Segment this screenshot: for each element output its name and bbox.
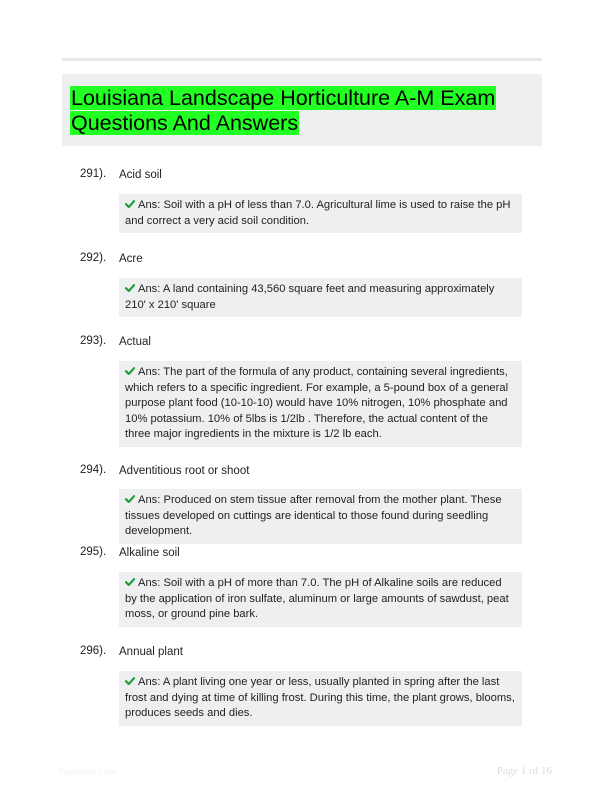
title-line-2: Questions And Answers [71,111,299,135]
document-title [70,86,496,136]
question-number: 295). [80,546,107,558]
answer-text: Ans: Soil with a pH of more than 7.0. The pH of Alkaline soils are reduced by the application of iron sulfate, aluminum or large amounts of sawdust, peat moss, or ground pine bark. [125,577,509,621]
question-number: 294). [80,464,107,476]
answer-box [119,572,522,627]
question-number: 291). [80,168,107,180]
check-icon [125,677,135,685]
check-icon [125,200,135,208]
answer-text: Ans: Soil with a pH of less than 7.0. Agricultural lime is used to raise the pH and correct a very acid soil condition. [125,199,511,227]
answer-box [119,671,522,726]
answer-text: Ans: A plant living one year or less, usually planted in spring after the last frost and dying at time of killing frost. During this time, the plant grows, blooms, produces seeds and dies. [125,676,515,720]
question-number: 296). [80,645,107,657]
question-number: 293). [80,335,107,347]
check-icon [125,578,135,586]
answer-text: Ans: Produced on stem tissue after removal from the mother plant. These tissues developed on cuttings are identical to those found during seedling development. [125,494,502,538]
question-term: Actual [119,336,151,348]
check-icon [125,284,135,292]
answer-box [119,361,522,447]
page-number: Page 1 of 16 [496,765,552,777]
question-term: Acid soil [119,169,162,181]
top-divider [62,58,542,61]
title-banner [62,74,542,146]
answer-box [119,278,522,317]
answer-box [119,489,522,544]
question-term: Acre [119,253,143,265]
check-icon [125,495,135,503]
question-term: Alkaline soil [119,547,180,559]
check-icon [125,367,135,375]
answer-text: Ans: A land containing 43,560 square feet and measuring approximately 210' x 210' square [125,283,495,311]
answer-box [119,194,522,233]
question-number: 292). [80,252,107,264]
title-line-1: Louisiana Landscape Horticulture A-M Exam [71,86,496,110]
answer-text: Ans: The part of the formula of any product, containing several ingredients, which refers to a specific ingredient. For example, a 5-pound box of a general purpose plant food (10-10-10) would have 10% nitrogen, 10% phosphate and 10% potassium. 10% of 5lbs is 1/2lb . Therefore, the actual content of the three major ingredients in the mixture is 1/2 lb each. [125,366,509,441]
footer-watermark: Paperbite.com [58,767,117,777]
question-term: Adventitious root or shoot [119,465,250,477]
question-term: Annual plant [119,646,183,658]
